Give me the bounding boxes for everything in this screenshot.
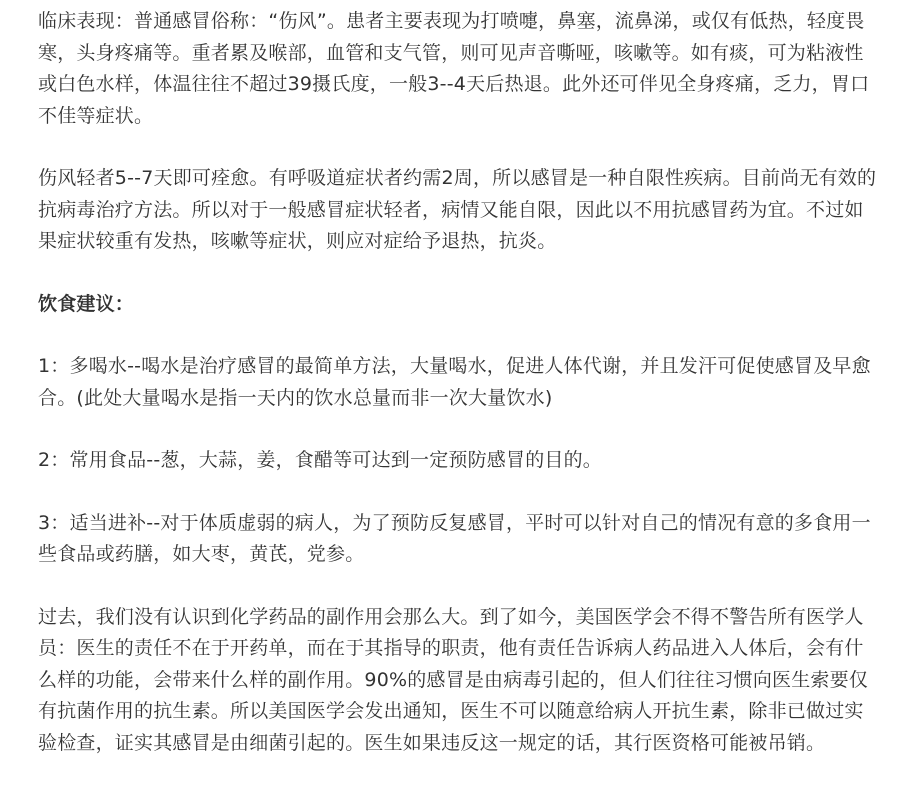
diet-item-water: 1：多喝水--喝水是治疗感冒的最简单方法，大量喝水，促进人体代谢，并且发汗可促使感冒及早愈合。(此处大量喝水是指一天内的饮水总量而非一次大量饮水): [38, 355, 871, 409]
paragraph-spacer: [38, 320, 878, 351]
diet-item-supplements: 3：适当进补--对于体质虚弱的病人，为了预防反复感冒，平时可以针对自己的情况有意的多食用一些食品或药膳，如大枣，黄芪，党参。: [38, 511, 871, 565]
recovery-paragraph: 伤风轻者5--7天即可痊愈。有呼吸道症状者约需2周，所以感冒是一种自限性疾病。目前尚无有效的抗病毒治疗方法。所以对于一般感冒症状轻者，病情又能自限，因此以不用抗感冒药为宜。不过如果症状较重有发热，咳嗽等症状，则应对症给予退热，抗炎。: [38, 167, 877, 252]
paragraph-spacer: [38, 571, 878, 602]
clinical-symptoms-paragraph: 临床表现：普通感冒俗称：“伤风”。患者主要表现为打喷嚏，鼻塞，流鼻涕，或仅有低热，轻度畏寒，头身疼痛等。重者累及喉部，血管和支气管，则可见声音嘶哑，咳嗽等。如有痰，可为粘液性或白色水样，体温往往不超过39摄氏度，一般3--4天后热退。此外还可伴见全身疼痛，乏力，胃口不佳等症状。: [38, 10, 870, 127]
paragraph-spacer: [38, 258, 878, 289]
diet-advice-heading: 饮食建议：: [38, 292, 135, 315]
antibiotics-warning-paragraph: 过去，我们没有认识到化学药品的副作用会那么大。到了如今，美国医学会不得不警告所有医学人员：医生的责任不在于开药单，而在于其指导的职责，他有责任告诉病人药品进入人体后，会有什么样的功能，会带来什么样的副作用。90%的感冒是由病毒引起的，但人们往往习惯向医生索要仅有抗菌作用的抗生素。所以美国医学会发出通知，医生不可以随意给病人开抗生素，除非已做过实验检查，证实其感冒是由细菌引起的。医生如果违反这一规定的话，其行医资格可能被吊销。: [38, 605, 869, 754]
paragraph-spacer: [38, 132, 878, 163]
paragraph-spacer: [38, 477, 878, 508]
diet-item-foods: 2：常用食品--葱，大蒜，姜，食醋等可达到一定预防感冒的目的。: [38, 449, 603, 471]
paragraph-spacer: [38, 414, 878, 445]
